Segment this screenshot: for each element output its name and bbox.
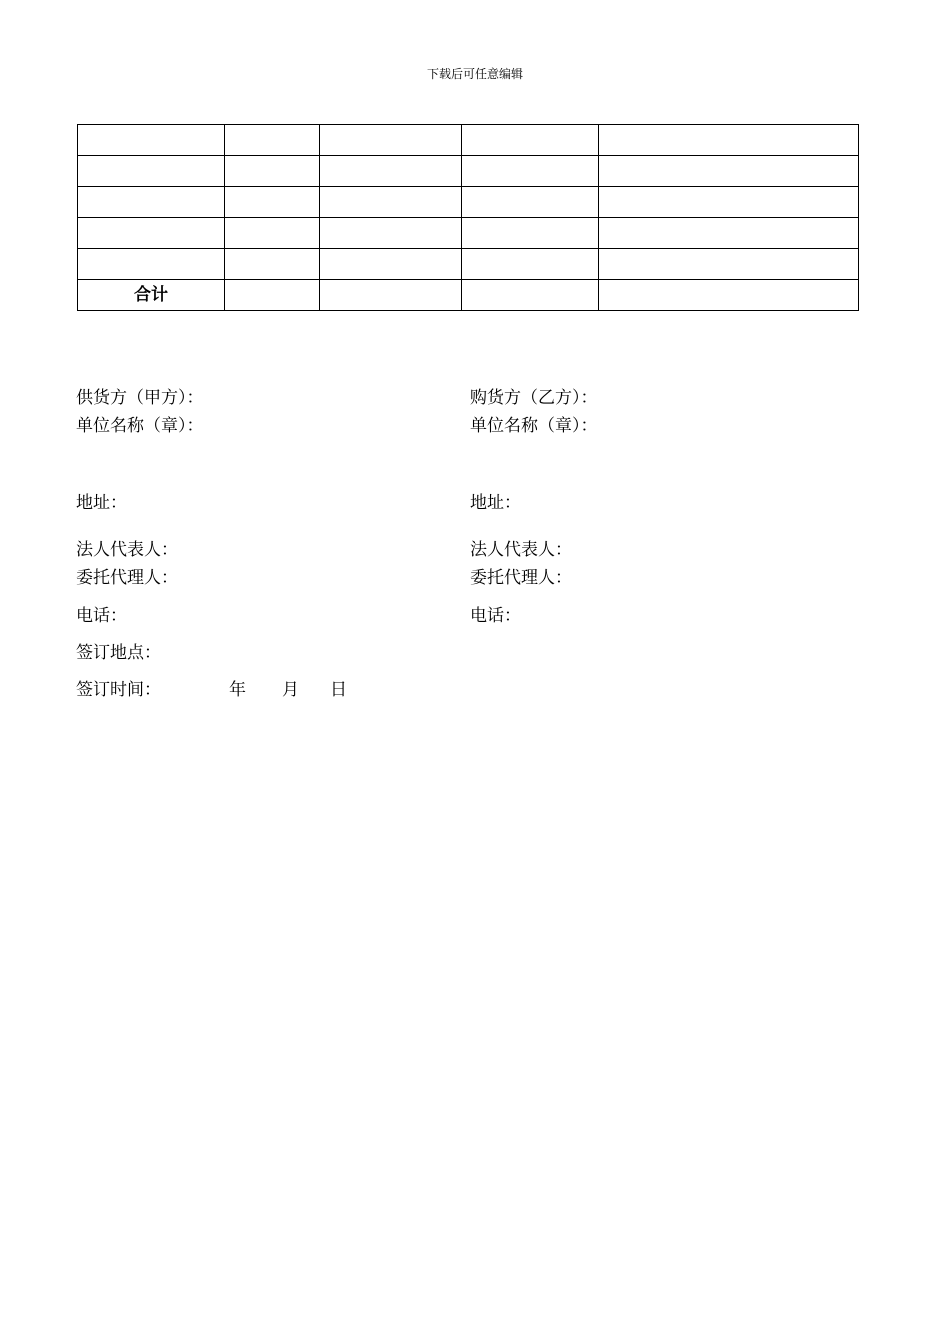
table-cell <box>320 218 462 249</box>
signing-day-label: 日 <box>330 680 347 700</box>
table-cell <box>462 125 599 156</box>
buyer-party-label: 购货方（乙方）： <box>470 388 598 408</box>
table-cell <box>599 187 859 218</box>
table-cell <box>320 187 462 218</box>
buyer-address-label: 地址： <box>470 493 521 513</box>
table-cell <box>599 218 859 249</box>
table-cell <box>225 187 320 218</box>
table-row <box>78 218 859 249</box>
supplier-party-label: 供货方（甲方）： <box>76 388 204 408</box>
table-cell <box>320 125 462 156</box>
signing-place-label: 签订地点： <box>76 643 161 663</box>
table-cell <box>599 125 859 156</box>
table-cell <box>462 218 599 249</box>
supplier-unit-name-label: 单位名称（章）： <box>76 416 204 436</box>
table-cell <box>462 280 599 311</box>
table-cell <box>78 218 225 249</box>
table-row <box>78 156 859 187</box>
signing-year-label: 年 <box>229 680 246 700</box>
supplier-legal-rep-label: 法人代表人： <box>76 540 178 560</box>
signing-time-label: 签订时间： <box>76 680 161 700</box>
supplier-agent-label: 委托代理人： <box>76 568 178 588</box>
table-cell <box>78 125 225 156</box>
table-row <box>78 125 859 156</box>
table-cell <box>78 249 225 280</box>
table-cell <box>462 156 599 187</box>
supplier-address-label: 地址： <box>76 493 127 513</box>
buyer-phone-label: 电话： <box>470 606 521 626</box>
buyer-agent-label: 委托代理人： <box>470 568 572 588</box>
buyer-legal-rep-label: 法人代表人： <box>470 540 572 560</box>
table-cell: 合计 <box>78 280 225 311</box>
buyer-unit-name-label: 单位名称（章）： <box>470 416 598 436</box>
table-row <box>78 280 859 311</box>
table-cell <box>225 249 320 280</box>
table-cell <box>599 156 859 187</box>
table-row <box>78 249 859 280</box>
table-cell <box>320 249 462 280</box>
table-cell <box>225 125 320 156</box>
header-note: 下载后可任意编辑 <box>426 67 523 81</box>
table-cell <box>599 249 859 280</box>
table-cell <box>599 280 859 311</box>
table-cell <box>225 218 320 249</box>
table-cell <box>320 280 462 311</box>
table-cell <box>78 187 225 218</box>
goods-table <box>77 124 859 311</box>
signing-month-label: 月 <box>282 680 299 700</box>
supplier-phone-label: 电话： <box>76 606 127 626</box>
table-cell <box>225 156 320 187</box>
table-row <box>78 187 859 218</box>
table-cell <box>320 156 462 187</box>
table-cell <box>225 280 320 311</box>
table-cell <box>78 156 225 187</box>
table-cell <box>462 249 599 280</box>
table-cell <box>462 187 599 218</box>
